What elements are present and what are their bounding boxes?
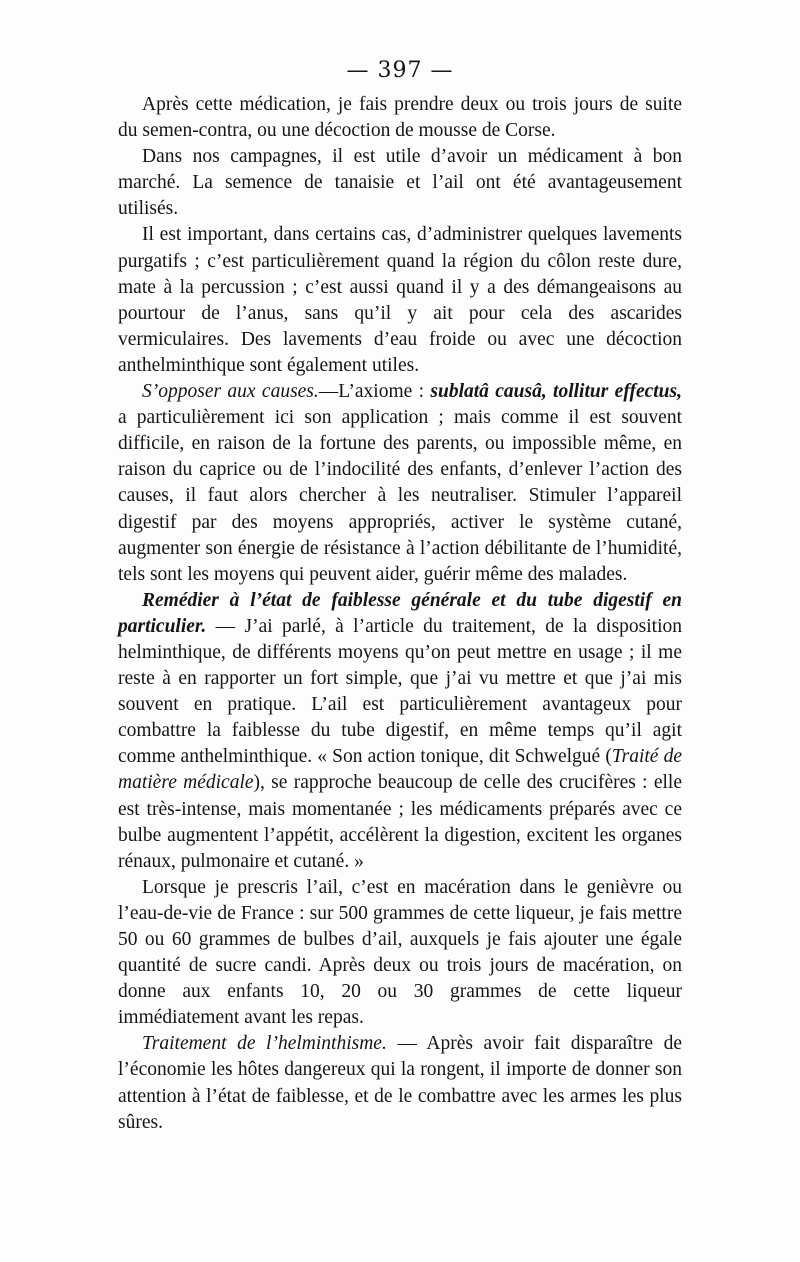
body-text [118, 92, 682, 1136]
section-heading: S’opposer aux causes. [142, 381, 319, 403]
paragraph-text: — J’ai parlé, à l’article du traitement, de la disposition helminthique, de différents moyens qu’on peut mettre en usage ; il me reste à en rapporter un fort simple, que j’ai vu mettre et que j’ai mis souvent en pratique. L’ail est particulièrement avantageux pour combattre la faiblesse du tube digestif, en même temps qu’il agit comme anthelminthique. « Son action tonique, dit Schwelgué ( [118, 615, 682, 768]
paragraph-garlic-prescription [118, 875, 682, 1032]
paragraph-text: Lorsque je prescris l’ail, c’est en macération dans le genièvre ou l’eau-de-vie de France : sur 500 grammes de cette liqueur, je fais mettre 50 ou 60 grammes de bulbes d’ail, auxquels je fais ajouter une égale quantité de sucre candi. Après deux ou trois jours de macération, on donne aux enfants 10, 20 ou 30 grammes de cette liqueur immédiatement avant les repas. [118, 876, 682, 1029]
paragraph-text: ), se rapproche beaucoup de celle des crucifères : elle est très-intense, mais momentanée ; les médicaments préparés avec ce bulbe augmentent l’appétit, accélèrent la digestion, excitent les organes rénaux, pulmonaire et cutané. » [118, 772, 682, 872]
latin-maxim: sublatâ causâ, tollitur effectus, [430, 381, 682, 403]
paragraph-medication [118, 92, 682, 144]
page-number: — 397 — [346, 58, 454, 83]
paragraph-oppose-causes [118, 379, 682, 588]
paragraph-text: Il est important, dans certains cas, d’administrer quelques lavements purgatifs ; c’est particulièrement quand la région du côlon reste dure, mate à la percussion ; c’est aussi quand il y a des démangeaisons au pourtour de l’anus, sans qu’il y ait pour cela des ascarides vermiculaires. Des lavements d’eau froide ou avec une décoction anthelminthique sont également utiles. [118, 224, 682, 376]
section-heading: Traitement de l’helminthisme. [142, 1033, 387, 1055]
paragraph-enemas [118, 222, 682, 379]
paragraph-text: a particulièrement ici son application ; mais comme il est souvent difficile, en raison de la fortune des parents, ou impossible même, en raison du caprice ou de l’indocilité des enfants, d’enlever l’action des causes, il faut alors chercher à les neutraliser. Stimuler l’appareil digestif par des moyens appropriés, activer le système cutané, augmenter son énergie de résistance à l’action débilitante de l’humidité, tels sont les moyens qui peuvent aider, guérir même des malades. [118, 407, 682, 585]
book-reference: Traité de matière médicale [118, 746, 682, 794]
paragraph-text: Après cette médication, je fais prendre deux ou trois jours de suite du semen-contra, ou une décoction de mousse de Corse. [118, 94, 682, 142]
paragraph-helminthism-treatment [118, 1031, 682, 1135]
paragraph-campaigns [118, 144, 682, 222]
section-heading: Remédier à l’état de faiblesse générale et du tube digestif en particulier. [118, 589, 682, 637]
paragraph-lead: —L’axiome : [318, 381, 431, 403]
paragraph-remedy-weakness [118, 588, 682, 875]
paragraph-text: — Après avoir fait disparaître de l’économie les hôtes dangereux qui la rongent, il importe de donner son attention à l’état de faiblesse, et de le combattre avec les armes les plus sûres. [118, 1033, 682, 1133]
paragraph-text: Dans nos campagnes, il est utile d’avoir un médicament à bon marché. La semence de tanaisie et l’ail ont été avantageusement utilisés. [118, 146, 682, 220]
